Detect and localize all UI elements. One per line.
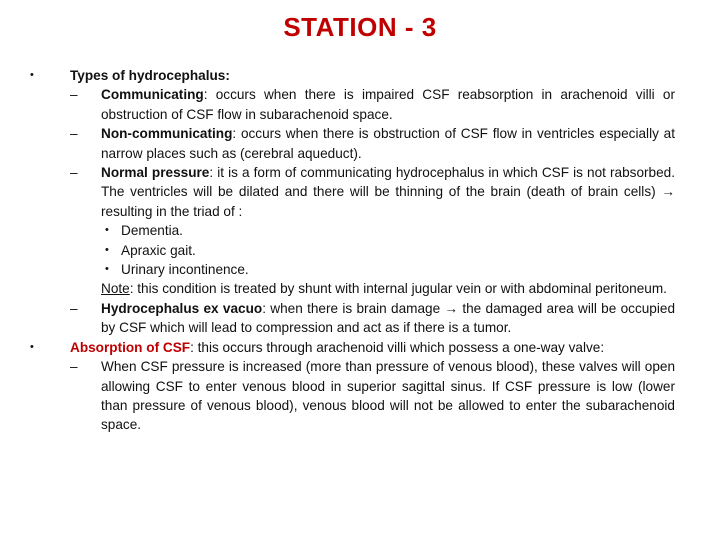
note-paragraph: [101, 279, 675, 298]
item-absorption-detail: [70, 357, 675, 435]
bullet-icon: •: [105, 263, 109, 276]
triad-apraxic-gait: Apraxic gait.: [121, 242, 196, 258]
dash-icon: –: [70, 359, 78, 375]
triad-item: [101, 241, 675, 260]
bullet-types-of-hydrocephalus: [30, 66, 675, 85]
bullet-icon: •: [105, 224, 109, 237]
bullet-icon: •: [30, 340, 34, 353]
item-communicating: [70, 85, 675, 124]
item-ex-vacuo: [70, 299, 675, 338]
bullet-icon: •: [30, 69, 34, 81]
dash-icon: –: [70, 165, 78, 181]
absorption-detail: When CSF pressure is increased (more than pressure of venous blood), these valves will open allowing CSF to enter venous blood in superior sagittal sinus. If CSF pressure is low (lower than pressure of venous blood), venous blood will not be allowed to enter the subarachenoid space.: [101, 359, 675, 433]
triad-urinary-incontinence: Urinary incontinence.: [121, 262, 249, 278]
bullet-absorption-of-csf: [30, 338, 675, 357]
ex-vacuo-text: : when there is brain damage → the damaged area will be occupied by CSF which will lead to compression and act as if there is a tumor.: [101, 300, 676, 336]
communicating-text: : occurs when there is impaired CSF reabsorption in arachenoid villi or obstruction of CSF flow in subarachenoid space.: [101, 87, 675, 122]
dash-icon: –: [70, 126, 78, 142]
absorption-heading: Absorption of CSF: [70, 339, 191, 355]
dash-icon: –: [70, 87, 78, 103]
absorption-sublist: [30, 357, 675, 435]
item-non-communicating: [70, 124, 675, 163]
types-heading: Types of hydrocephalus:: [70, 68, 230, 83]
normal-pressure-term: Normal pressure: [101, 165, 210, 181]
dash-icon: –: [70, 300, 78, 316]
ex-vacuo-term: Hydrocephalus ex vacuo: [101, 300, 263, 316]
slide-content: [30, 66, 675, 435]
types-sublist: [30, 85, 675, 337]
bullet-icon: •: [105, 243, 109, 256]
non-communicating-term: Non-communicating: [101, 126, 233, 142]
absorption-text: : this occurs through arachenoid villi which possess a one-way valve:: [190, 339, 605, 355]
triad-item: [101, 260, 675, 279]
slide-title: STATION - 3: [283, 12, 437, 42]
item-normal-pressure: [70, 163, 675, 299]
non-communicating-text: : occurs when there is obstruction of CSF flow in ventricles especially at narrow places such as (cerebral aqueduct).: [101, 126, 675, 161]
triad-item: [101, 221, 675, 240]
triad-dementia: Dementia.: [121, 223, 183, 239]
normal-pressure-text: : it is a form of communicating hydrocephalus in which CSF is not rabsorbed. The ventricles will be dilated and there will be thinning of the brain (death of brain cells) → resulting in the triad of :: [101, 165, 676, 219]
communicating-term: Communicating: [101, 87, 204, 103]
note-text: : this condition is treated by shunt with internal jugular vein or with abdominal peritoneum.: [129, 281, 667, 297]
note-label: Note: [101, 281, 130, 297]
